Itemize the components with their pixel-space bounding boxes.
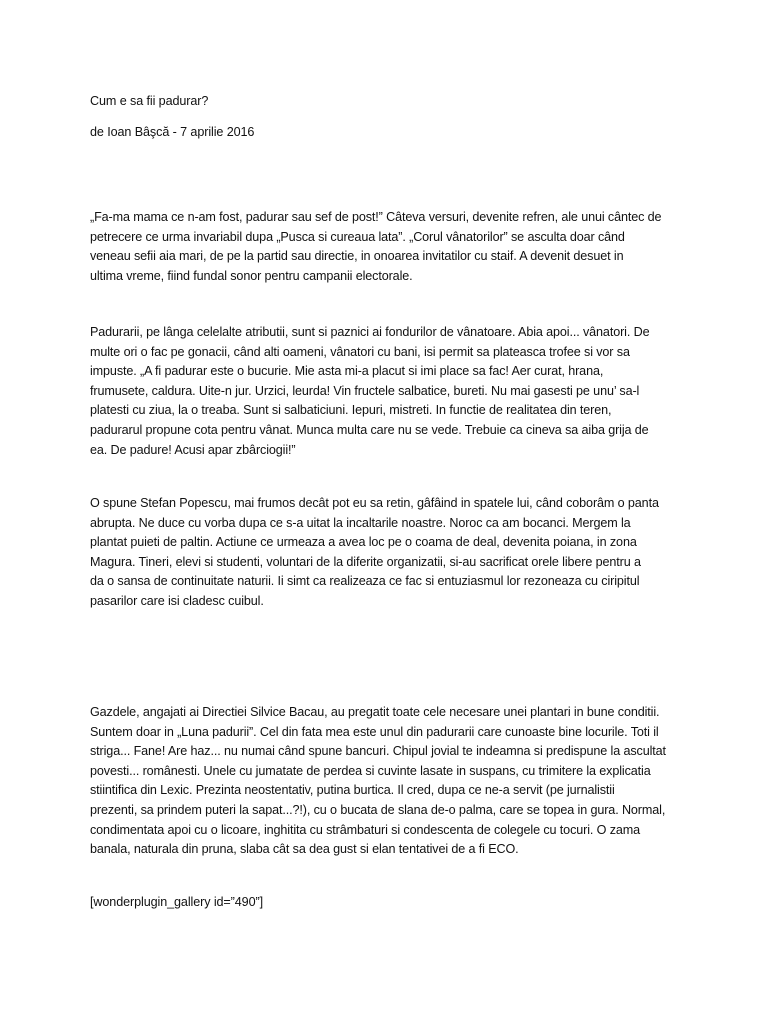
gallery-shortcode: [wonderplugin_gallery id=”490”]	[90, 895, 263, 909]
article-title: Cum e sa fii padurar?	[90, 94, 209, 108]
document-page	[90, 0, 680, 1024]
paragraph-line: povesti... românesti. Unele cu jumatate de perdea si cuvinte lasate in suspans, cu trimitere la explicatia	[90, 763, 651, 778]
paragraph-2	[90, 323, 680, 460]
paragraph-line: Suntem doar in „Luna padurii”. Cel din fata mea este unul din padurarii care cunoaste bine locurile. Toti il	[90, 724, 659, 739]
paragraph-line: ultima vreme, fiind fundal sonor pentru campanii electorale.	[90, 268, 413, 283]
paragraph-line: abrupta. Ne duce cu vorba dupa ce s-a uitat la incaltarile noastre. Noroc ca am bocanci. Mergem la	[90, 515, 631, 530]
paragraph-line: striga... Fane! Are haz... nu numai când spune bancuri. Chipul jovial te indeamna si predispune la ascultat	[90, 744, 666, 759]
article-byline: de Ioan Bâşcă - 7 aprilie 2016	[90, 125, 255, 139]
paragraph-line: „Fa-ma mama ce n-am fost, padurar sau sef de post!” Câteva versuri, devenite refren, ale unui cântec de	[90, 210, 662, 224]
paragraph-line: petrecere ce urma invariabil dupa „Pusca si cureaua lata”. „Corul vânatorilor” se asculta doar când	[90, 229, 625, 244]
paragraph-line: platesti cu ziua, la o treaba. Sunt si salbaticiuni. Iepuri, mistreti. In functie de realitatea din teren,	[90, 403, 612, 418]
paragraph-line: prezenti, sa prindem puteri la sapat...?!), cu o bucata de slana de-o palma, care se topea in gura. Normal,	[90, 802, 666, 817]
paragraph-line: veneau sefii aia mari, de pe la partid sau directie, in onoarea invitatilor cu staif. A devenit desuet in	[90, 249, 624, 264]
paragraph-line: frumusete, caldura. Uite-n jur. Urzici, leurda! Vin fructele salbatice, bureti. Nu mai gasesti pe unu’ sa-l	[90, 383, 640, 398]
paragraph-line: banala, naturala din pruna, slaba cât sa dea gust si elan tentativei de a fi ECO.	[90, 842, 519, 857]
paragraph-3	[90, 494, 680, 612]
paragraph-line: stiintifica din Lexic. Prezinta neostentativ, putina burtica. Il cred, dupa ce ne-a servit (pe jurnalistii	[90, 783, 615, 798]
paragraph-line: pasarilor care isi cladesc cuibul.	[90, 593, 264, 608]
paragraph-line: multe ori o fac pe gonacii, când alti oameni, vânatori cu bani, isi permit sa plateasca trofee si vor sa	[90, 344, 630, 359]
paragraph-line: Gazdele, angajati ai Directiei Silvice Bacau, au pregatit toate cele necesare unei plantari in bune conditii.	[90, 705, 660, 719]
paragraph-1	[90, 208, 680, 286]
paragraph-4	[90, 703, 680, 860]
paragraph-line: ea. De padure! Acusi apar zbârciogii!”	[90, 442, 296, 457]
paragraph-line: condimentata apoi cu o licoare, inghitita cu strâmbaturi si condescenta de colegele cu tocuri. O zama	[90, 822, 641, 837]
paragraph-line: Magura. Tineri, elevi si studenti, voluntari de la diferite organizatii, si-au sacrificat orele libere pentru a	[90, 554, 641, 569]
paragraph-line: padurarul propune cota pentru vânat. Munca multa care nu se vede. Trebuie ca cineva sa aiba grija de	[90, 422, 649, 437]
paragraph-line: plantat puieti de paltin. Actiune ce urmeaza a avea loc pe o coama de deal, devenita poiana, in zona	[90, 535, 637, 550]
paragraph-line: O spune Stefan Popescu, mai frumos decât pot eu sa retin, gâfâind in spatele lui, când coborâm o panta	[90, 496, 659, 510]
paragraph-line: da o sansa de continuitate naturii. Ii simt ca realizeaza ce fac si entuziasmul lor rezoneaza cu ciripitul	[90, 574, 640, 589]
paragraph-line: impuste. „A fi padurar este o bucurie. Mie asta mi-a placut si imi place sa fac! Aer curat, hrana,	[90, 364, 604, 379]
paragraph-line: Padurarii, pe lânga celelalte atributii, sunt si paznici ai fondurilor de vânatoare. Abia apoi... vânatori. De	[90, 325, 650, 339]
